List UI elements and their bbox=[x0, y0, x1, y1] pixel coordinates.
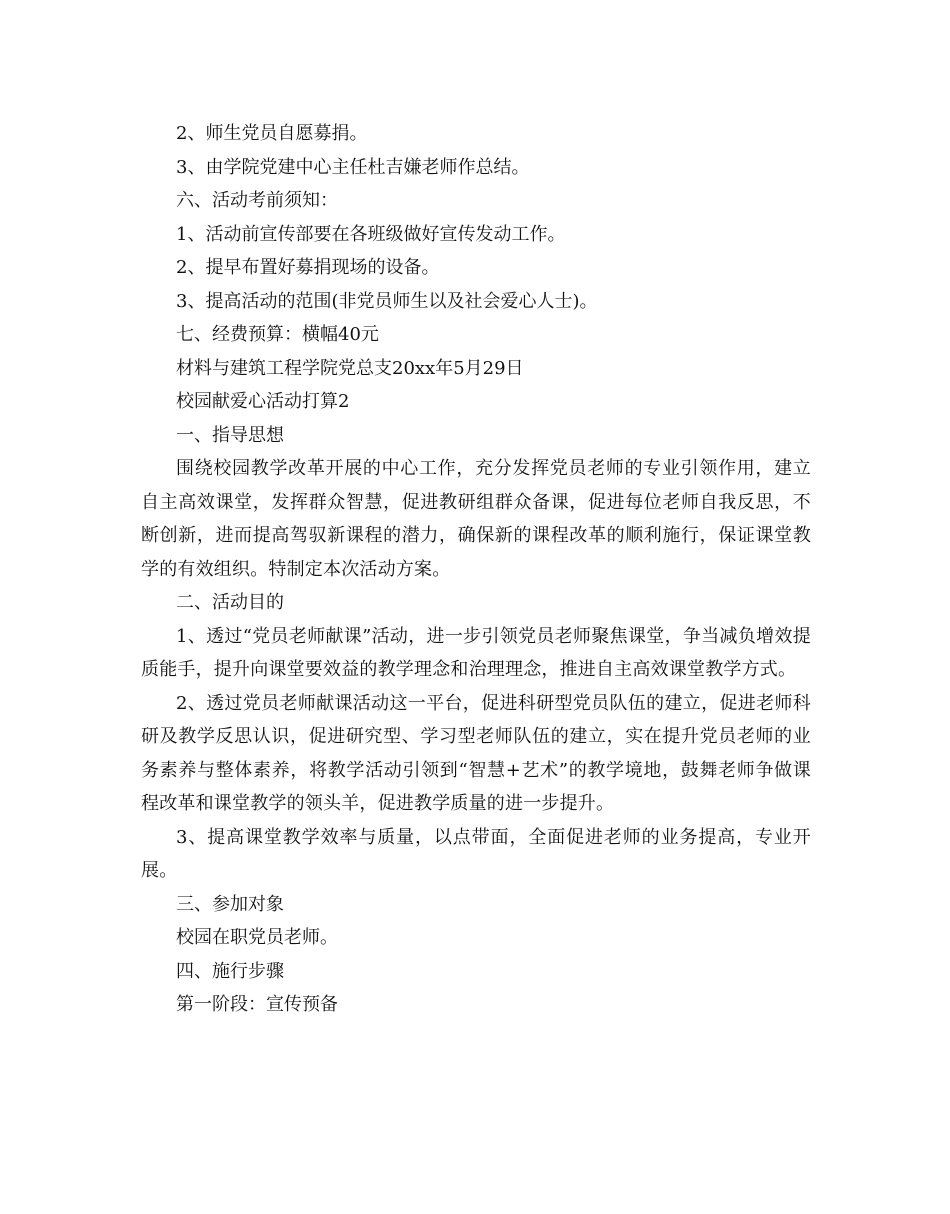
paragraph: 1、透过“党员老师献课”活动，进一步引领党员老师聚焦课堂，争当减负增效提质能手，提升向课堂要效益的教学理念和治理理念，推进自主高效课堂教学方式。 bbox=[141, 625, 811, 680]
section-heading: 七、经费预算：横幅40元 bbox=[176, 324, 379, 345]
document-body bbox=[141, 117, 811, 1022]
text-line: 第一阶段：宣传预备 bbox=[176, 994, 338, 1015]
text-line: 2、提早布置好募捐现场的设备。 bbox=[176, 257, 440, 278]
paragraph: 3、提高课堂教学效率与质量，以点带面，全面促进老师的业务提高，专业开展。 bbox=[141, 826, 811, 881]
section-heading: 一、指导思想 bbox=[176, 424, 284, 446]
text-line: 2、师生党员自愿募捐。 bbox=[176, 123, 368, 144]
signature-line: 材料与建筑工程学院党总支20xx年5月29日 bbox=[176, 357, 524, 379]
paragraph: 围绕校园教学改革开展的中心工作，充分发挥党员老师的专业引领作用，建立自主高效课堂，发挥群众智慧，促进教研组群众备课，促进每位老师自我反思，不断创新，进而提高驾驭新课程的潜力，确保新的课程改革的顺利施行，保证课堂教学的有效组织。特制定本次活动方案。 bbox=[141, 458, 811, 580]
section-heading: 六、活动考前须知： bbox=[176, 190, 338, 211]
text-line: 3、提高活动的范围(非党员师生以及社会爱心人士)。 bbox=[176, 290, 598, 312]
section-heading: 三、参加对象 bbox=[176, 893, 284, 915]
document-title: 校园献爱心活动打算2 bbox=[176, 391, 350, 412]
text-line: 校园在职党员老师。 bbox=[176, 927, 338, 948]
text-line: 1、活动前宣传部要在各班级做好宣传发动工作。 bbox=[176, 223, 566, 245]
text-line: 3、由学院党建中心主任杜吉嫌老师作总结。 bbox=[176, 156, 530, 178]
paragraph: 2、透过党员老师献课活动这一平台，促进科研型党员队伍的建立，促进老师科研及教学反思认识，促进研究型、学习型老师队伍的建立，实在提升党员老师的业务素养与整体素养，将教学活动引领到“智慧+艺术”的教学境地，鼓舞老师争做课程改革和课堂教学的领头羊，促进教学质量的进一步提升。 bbox=[141, 692, 811, 814]
section-heading: 二、活动目的 bbox=[176, 592, 284, 613]
section-heading: 四、施行步骤 bbox=[176, 960, 284, 982]
